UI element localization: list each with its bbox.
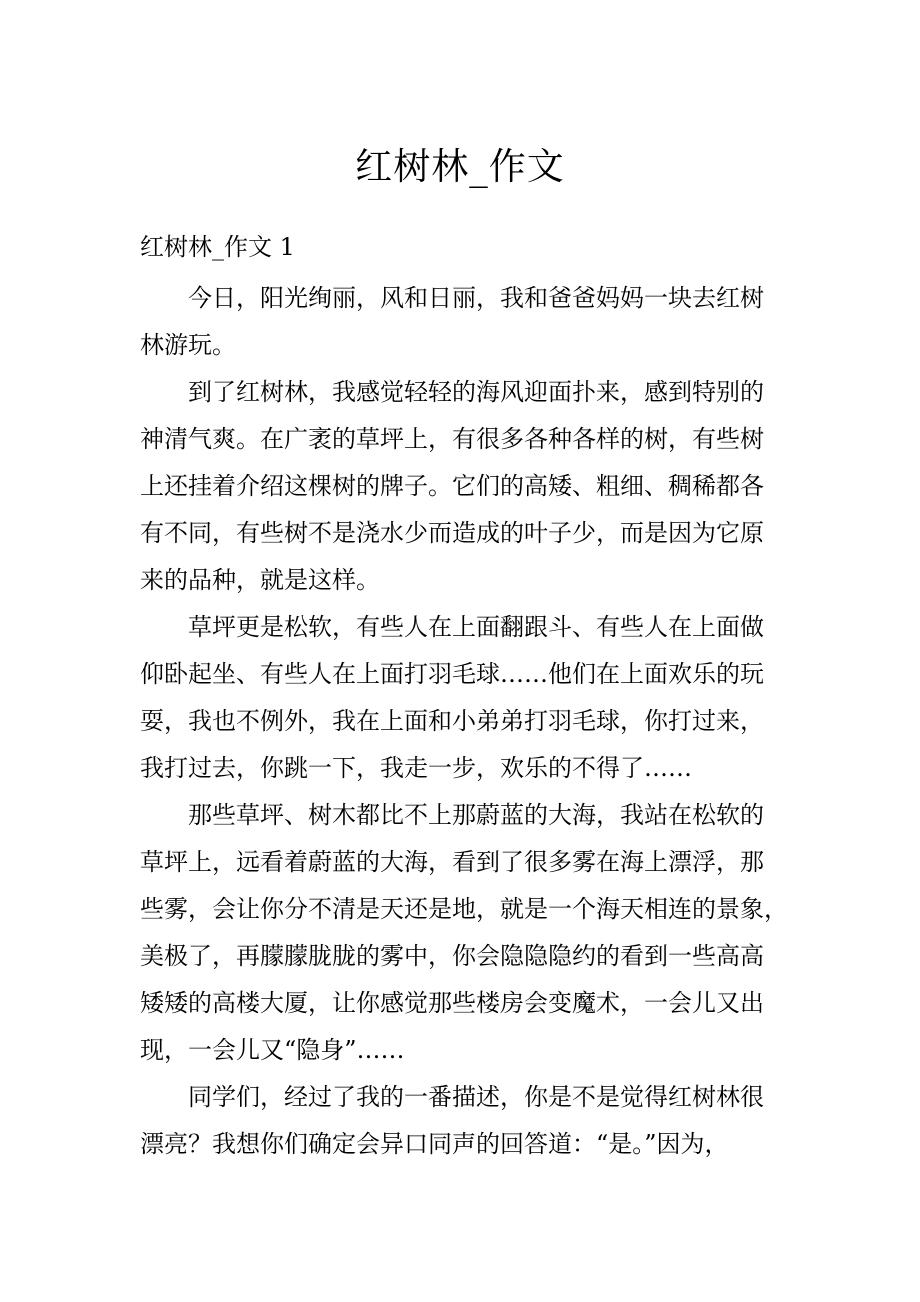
paragraph-line: 有不同，有些树不是浇水少而造成的叶子少，而是因为它原 xyxy=(140,519,764,547)
paragraph-line: 林游玩。 xyxy=(140,331,236,359)
paragraph-line: 仰卧起坐、有些人在上面打羽毛球……他们在上面欢乐的玩 xyxy=(140,660,764,688)
paragraph-line: 那些草坪、树木都比不上那蔚蓝的大海，我站在松软的 xyxy=(188,801,764,829)
paragraph-line: 今日，阳光绚丽，风和日丽，我和爸爸妈妈一块去红树 xyxy=(188,284,764,312)
paragraph-line: 同学们，经过了我的一番描述，你是不是觉得红树林很 xyxy=(188,1083,764,1111)
paragraph-line: 耍，我也不例外，我在上面和小弟弟打羽毛球，你打过来， xyxy=(140,707,764,735)
paragraph-line: 神清气爽。在广袤的草坪上，有很多各种各样的树，有些树 xyxy=(140,425,764,453)
document-subtitle: 红树林_作文 1 xyxy=(140,233,295,261)
paragraph-line: 现，一会儿又“隐身”…… xyxy=(140,1036,405,1064)
paragraph-line: 漂亮？我想你们确定会异口同声的回答道：“是。”因为， xyxy=(140,1130,729,1158)
paragraph-line: 草坪上，远看着蔚蓝的大海，看到了很多雾在海上漂浮，那 xyxy=(140,848,764,876)
paragraph-line: 矮矮的高楼大厦，让你感觉那些楼房会变魔术，一会儿又出 xyxy=(140,989,764,1017)
paragraph-line: 美极了，再朦朦胧胧的雾中，你会隐隐隐约的看到一些高高 xyxy=(140,942,764,970)
paragraph-line: 来的品种，就是这样。 xyxy=(140,566,380,594)
paragraph-line: 我打过去，你跳一下，我走一步，欢乐的不得了…… xyxy=(140,754,692,782)
paragraph-line: 些雾，会让你分不清是天还是地，就是一个海天相连的景象， xyxy=(140,895,788,923)
paragraph-line: 上还挂着介绍这棵树的牌子。它们的高矮、粗细、稠稀都各 xyxy=(140,472,764,500)
paragraph-line: 到了红树林，我感觉轻轻的海风迎面扑来，感到特别的 xyxy=(188,378,764,406)
document-title: 红树林_作文 xyxy=(355,145,565,188)
paragraph-line: 草坪更是松软，有些人在上面翻跟斗、有些人在上面做 xyxy=(188,613,764,641)
